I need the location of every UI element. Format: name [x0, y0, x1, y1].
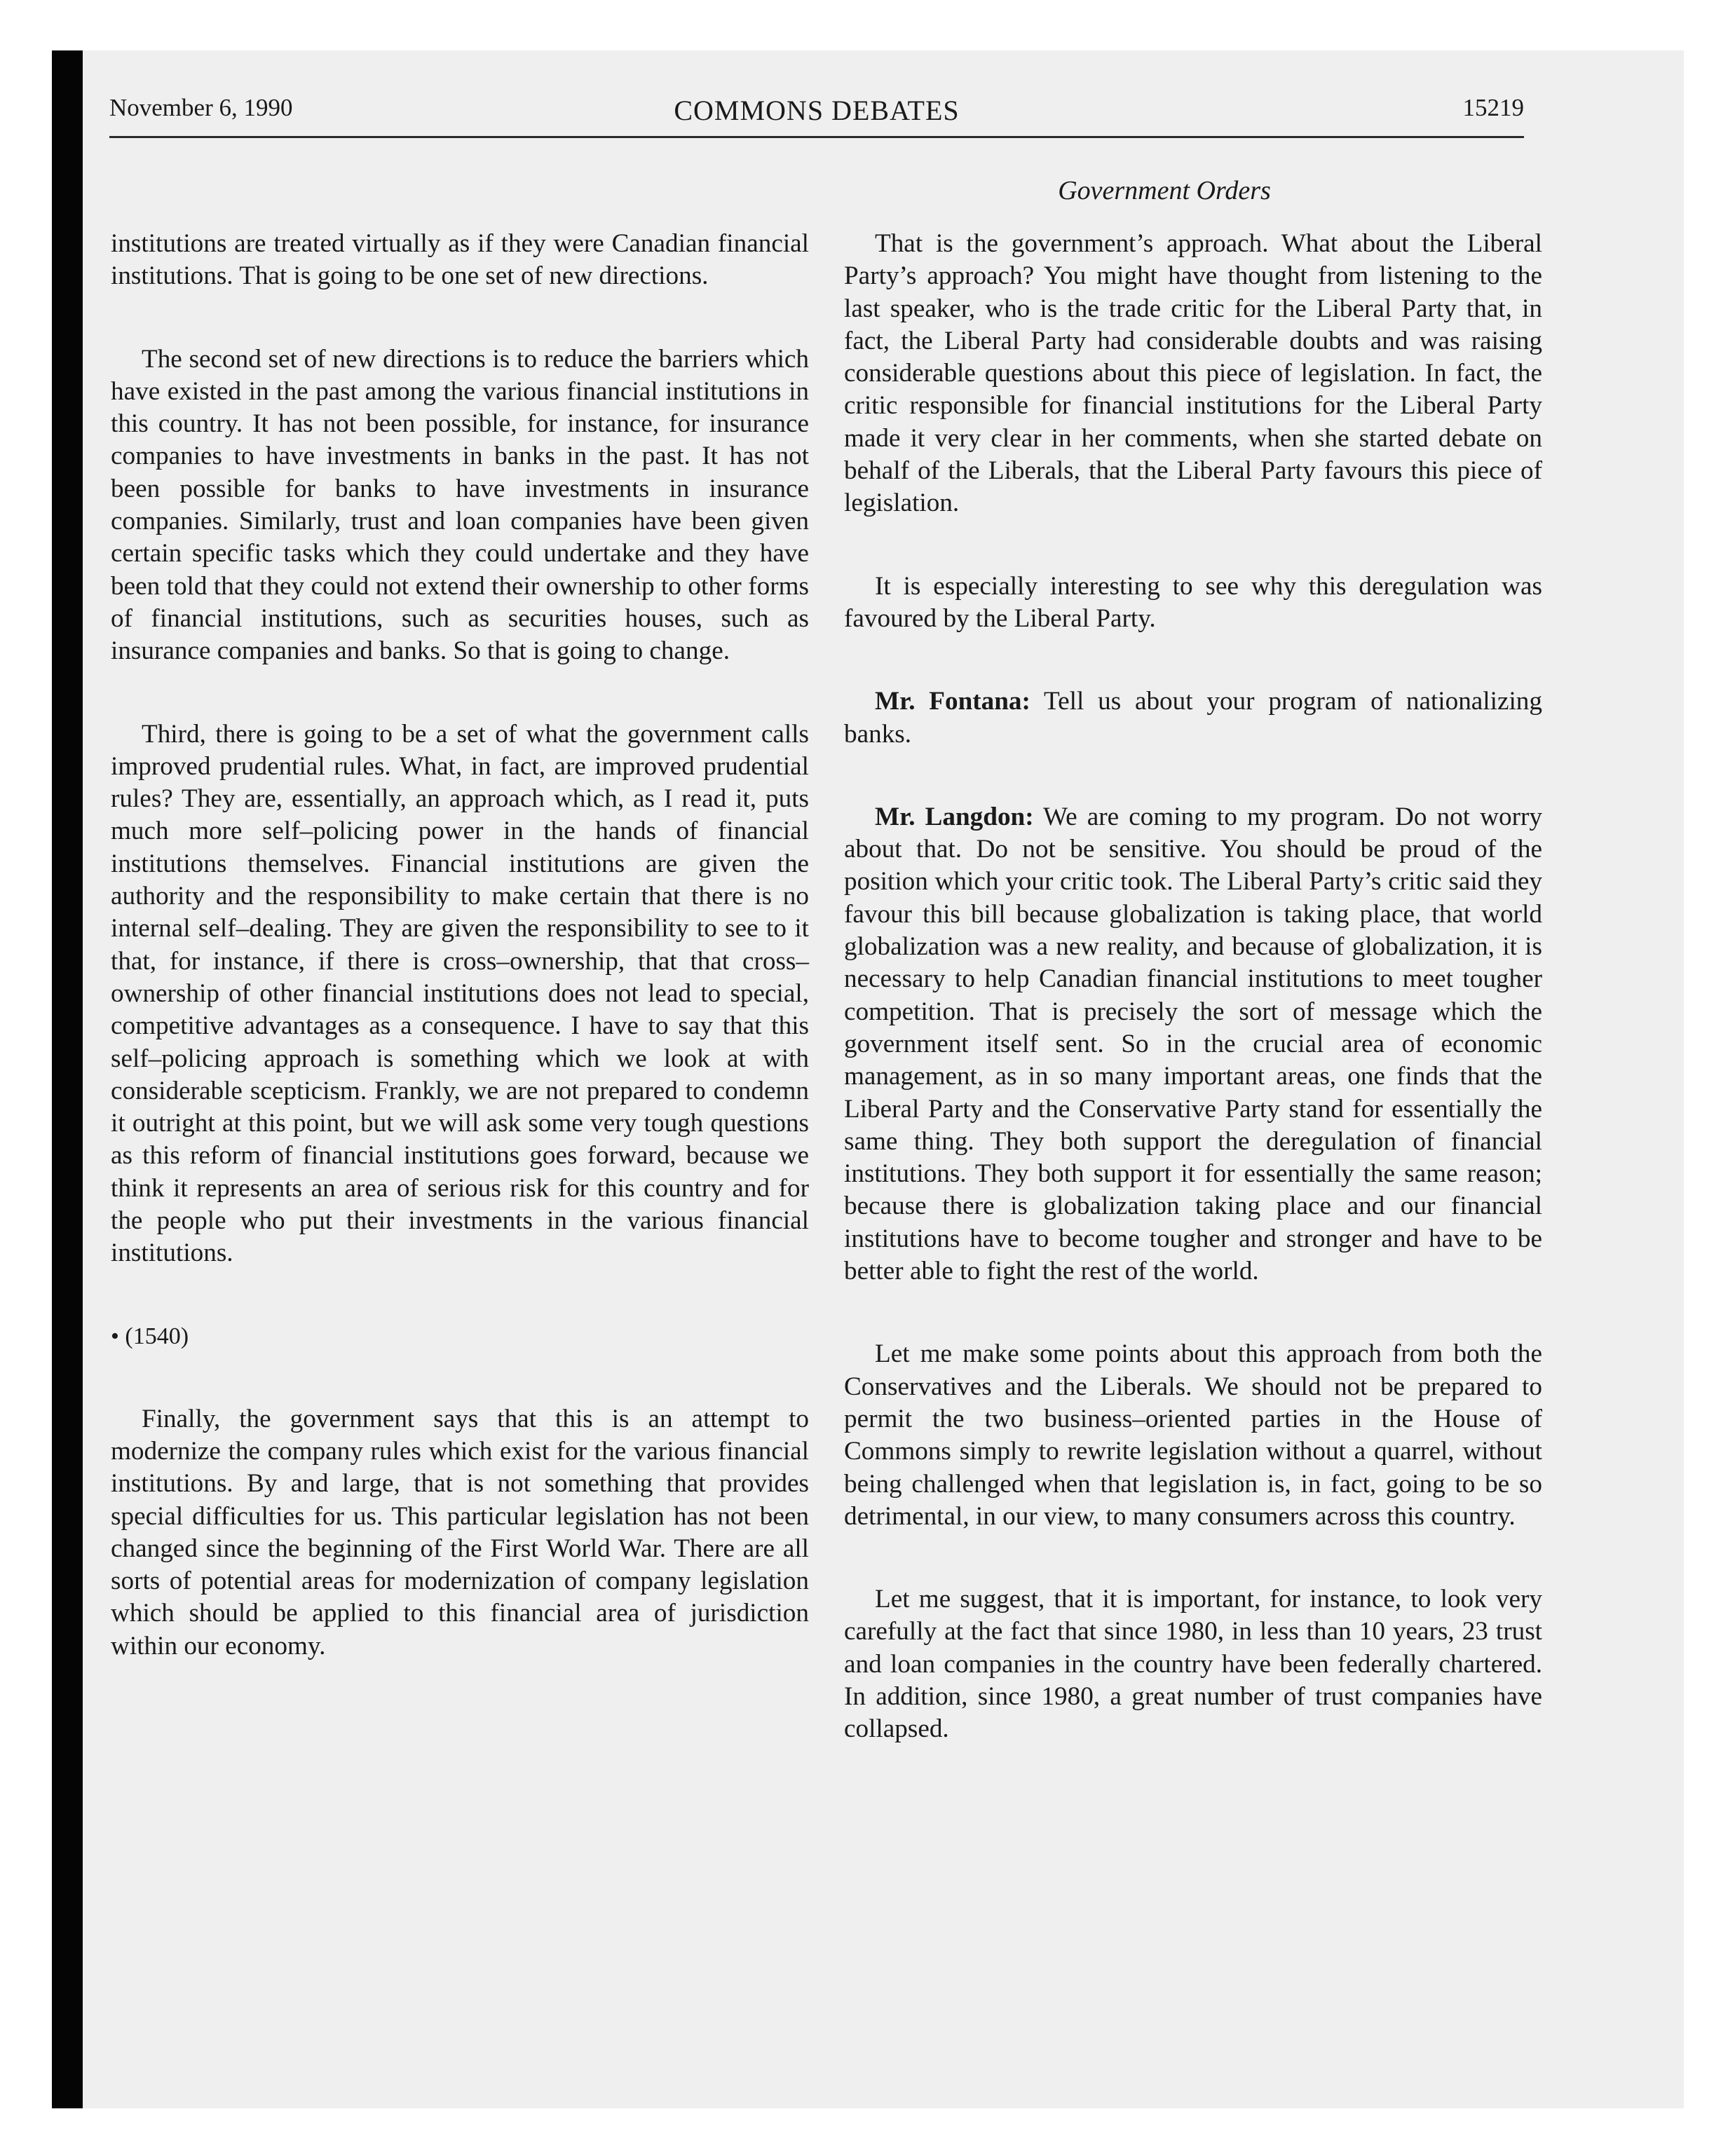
paragraph: institutions are treated virtually as if they were Canadian financial institutions. That is going to be one set of new directions.	[111, 229, 809, 291]
header-rule	[109, 136, 1524, 138]
section-title: Government Orders	[1058, 176, 1271, 205]
page-number: 15219	[1462, 94, 1524, 121]
speech	[844, 801, 1542, 1288]
paragraph: Let me make some points about this approach from both the Conservatives and the Liberals. We should not be prepared to permit the two business–oriented parties in the House of Commons simply to rewrite legislation without a quarrel, without being challenged when that legislation is, in fact, going to be so detrimental, in our view, to many consumers across this country.	[844, 1339, 1542, 1531]
binding-edge-shadow	[52, 50, 83, 2108]
paragraph: That is the government’s approach. What about the Liberal Party’s approach? You might have thought from listening to the last speaker, who is the trade critic for the Liberal Party that, in fact, the Liberal Party had considerable doubts and was raising considerable questions about this piece of legislation. In fact, the critic responsible for financial institutions for the Liberal Party made it very clear in her comments, when she started debate on behalf of the Liberals, that the Liberal Party favours this piece of legislation.	[844, 229, 1542, 518]
speaker-name: Mr. Langdon:	[875, 802, 1034, 831]
speech-text: We are coming to my program. Do not worry about that. Do not be sensitive. You should be proud of the position which your critic took. The Liberal Party’s critic said they favour this bill because globalization is taking place, that world globalization was a new reality, and because of globalization, it is necessary to help Canadian financial institutions to meet tougher competition. That is precisely the sort of message which the government itself sent. So in the crucial area of economic management, as in so many important areas, one finds that the Liberal Party and the Conservative Party stand for essentially the same thing. They both support the deregulation of financial institutions. They both support it for essentially the same reason; because there is globalization taking place and our financial institutions have to become tougher and stronger and have to be better able to fight the rest of the world.	[844, 802, 1542, 1286]
right-column	[844, 228, 1542, 1796]
journal-title: COMMONS DEBATES	[674, 95, 960, 126]
paragraph: Finally, the government says that this is an attempt to modernize the company rules which exist for the various financial institutions. By and large, that is not something that provides special difficulties for us. This particular legislation has not been changed since the beginning of the First World War. There are all sorts of potential areas for modernization of company legislation which should be applied to this financial area of jurisdiction within our economy.	[111, 1404, 809, 1660]
header-date: November 6, 1990	[109, 94, 293, 121]
paragraph: Third, there is going to be a set of what the government calls improved prudential rules. What, in fact, are improved prudential rules? They are, essentially, an approach which, as I read it, puts much more self–policing power in the hands of financial institutions themselves. Financial institutions are given the authority and the responsibility to make certain that there is no internal self–dealing. They are given the responsibility to see to it that, for instance, if there is cross–ownership, that that cross–ownership of other financial institutions does not lead to special, competitive advantages as a consequence. I have to say that this self–policing approach is something which we look at with considerable scepticism. Frankly, we are not prepared to condemn it outright at this point, but we will ask some very tough questions as this reform of financial institutions goes forward, because we think it represents an area of serious risk for this country and for the people who put their investments in the various financial institutions.	[111, 719, 809, 1268]
running-header	[109, 94, 1524, 135]
speaker-name: Mr. Fontana:	[875, 687, 1030, 716]
speech-text: Tell us about your program of nationalizing banks.	[844, 687, 1542, 749]
left-column	[111, 228, 809, 1713]
paragraph: It is especially interesting to see why this deregulation was favoured by the Liberal Party.	[844, 571, 1542, 633]
timestamp: • (1540)	[111, 1323, 189, 1349]
interjection	[844, 685, 1542, 751]
paragraph: The second set of new directions is to reduce the barriers which have existed in the past among the various financial institutions in this country. It has not been possible, for instance, for insurance companies to have investments in banks in the past. It has not been possible for banks to have investments in insurance companies. Similarly, trust and loan companies have been given certain specific tasks which they could undertake and they have been told that they could not extend their ownership to other forms of financial institutions, such as securities houses, such as insurance companies and banks. So that is going to change.	[111, 344, 809, 666]
paragraph: Let me suggest, that it is important, for instance, to look very carefully at the fact that since 1980, in less than 10 years, 23 trust and loan companies in the country have been federally chartered. In addition, since 1980, a great number of trust companies have collapsed.	[844, 1585, 1542, 1744]
